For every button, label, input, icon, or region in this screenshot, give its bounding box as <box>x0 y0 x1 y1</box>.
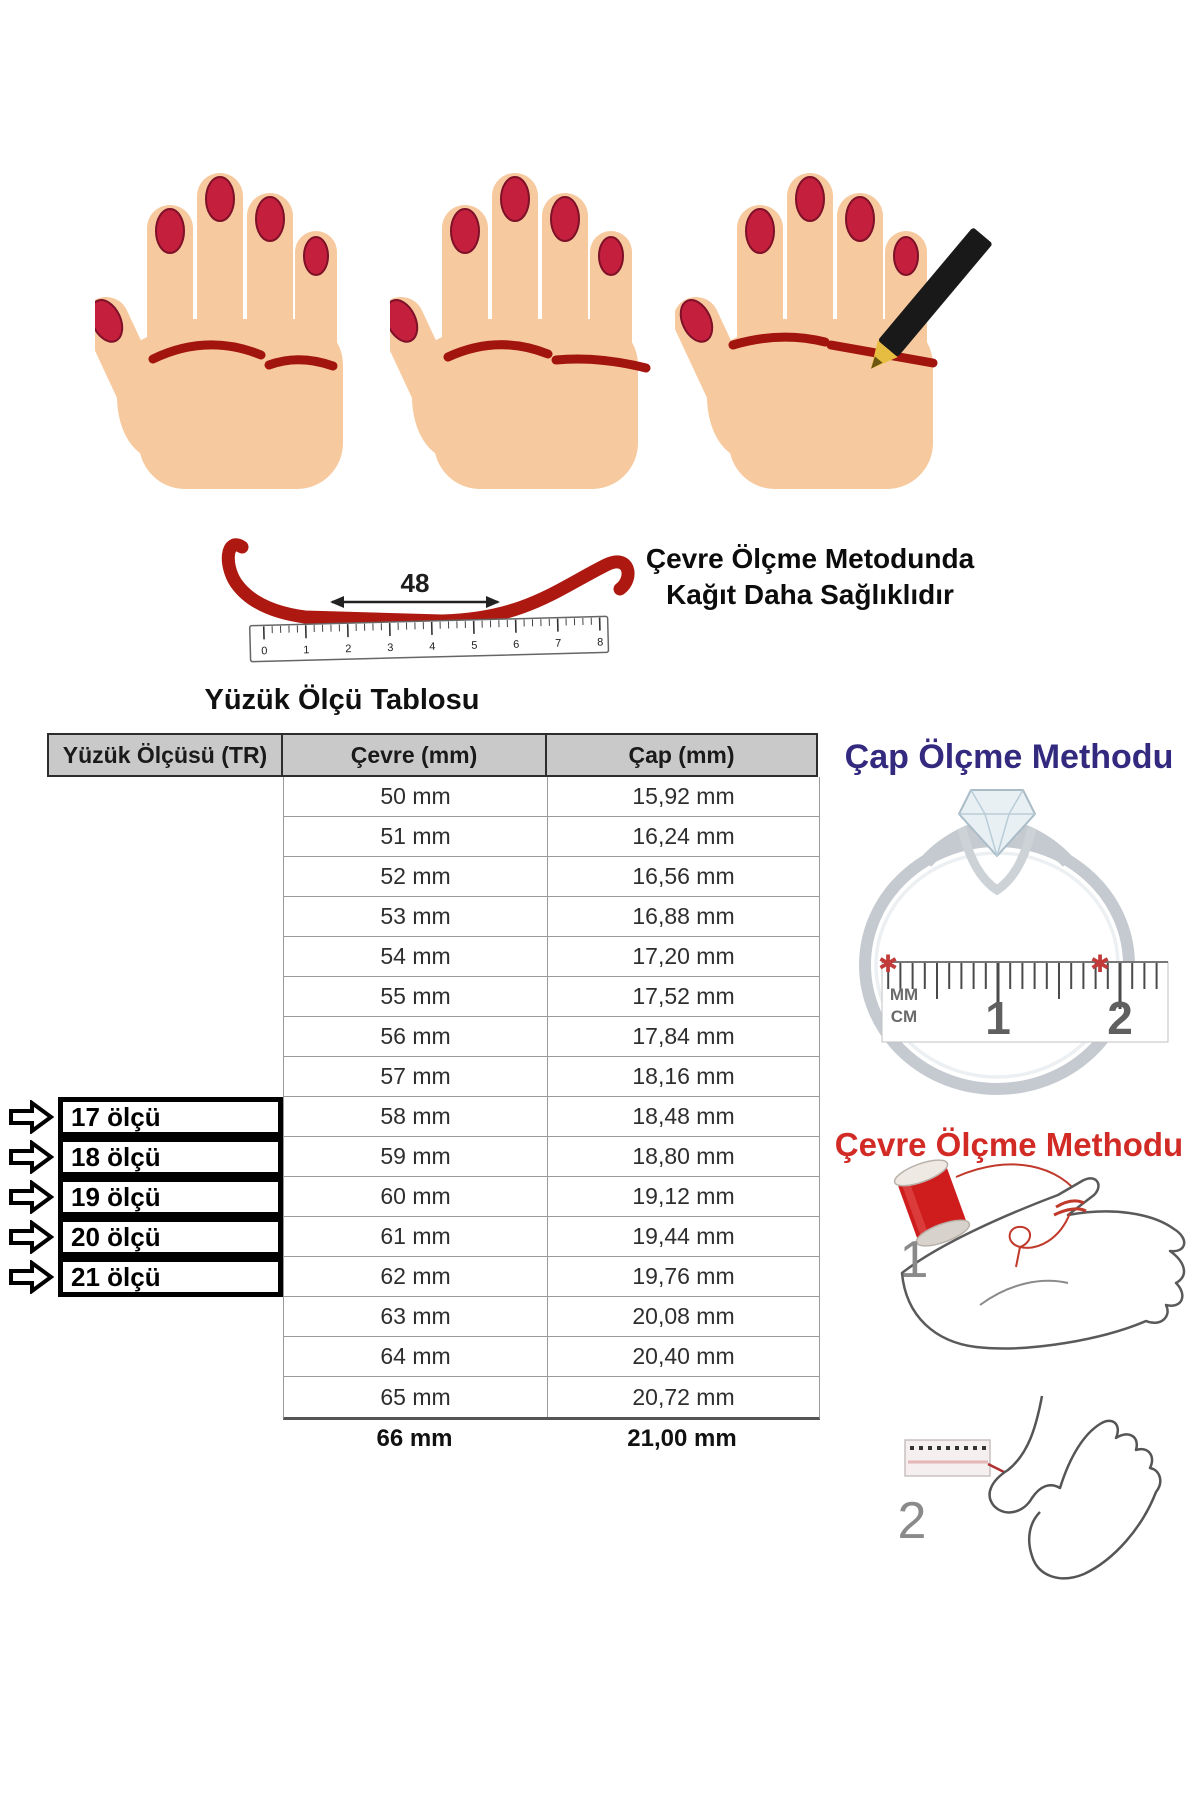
arrow-left-head <box>330 596 344 608</box>
size-marker-18 <box>8 1137 288 1177</box>
thread-measure-step2-illustration <box>860 1390 1200 1600</box>
cell-cevre: 58 mm <box>284 1097 548 1136</box>
ruler-unit-mm: MM <box>889 985 919 1004</box>
size-marker-21 <box>8 1257 288 1297</box>
ruler-number-1: 1 <box>985 992 1011 1044</box>
size-marker-label: 19 ölçü <box>58 1177 283 1217</box>
cell-cap: 20,40 mm <box>632 1343 735 1369</box>
cell-cap: 18,16 mm <box>632 1063 735 1089</box>
cell-cevre: 55 mm <box>284 977 548 1016</box>
table-body <box>283 777 820 1420</box>
svg-text:3: 3 <box>387 641 394 655</box>
cell-cap: 19,76 mm <box>632 1263 735 1289</box>
table-row <box>284 817 819 857</box>
table-row <box>284 777 819 817</box>
arrow-right-head <box>486 596 500 608</box>
cell-cap: 16,88 mm <box>632 903 735 929</box>
col-header-cevre: Çevre (mm) <box>281 733 547 777</box>
table-row <box>284 1257 819 1297</box>
right-asterisk-marker: ✱ <box>1089 951 1111 978</box>
size-marker-label: 20 ölçü <box>58 1217 283 1257</box>
cell-cevre: 65 mm <box>284 1377 548 1417</box>
hand-step3-illustration <box>675 120 1005 490</box>
cevre-method-title: Çevre Ölçme Methodu <box>834 1126 1184 1163</box>
ring-on-ruler-illustration <box>830 770 1190 1110</box>
col-header-yuzuk-olcusu: Yüzük Ölçüsü (TR) <box>47 733 283 777</box>
diameter-ruler <box>878 951 1168 1044</box>
cell-cap: 20,72 mm <box>632 1383 735 1410</box>
cell-cevre: 64 mm <box>284 1337 548 1376</box>
col-header-cap: Çap (mm) <box>545 733 818 777</box>
block-arrow-icon <box>8 1260 54 1294</box>
cell-cap: 20,08 mm <box>632 1303 735 1329</box>
cell-cevre: 57 mm <box>284 1057 548 1096</box>
cell-cevre: 61 mm <box>284 1217 548 1256</box>
table-footer-row <box>283 1418 818 1460</box>
svg-text:5: 5 <box>471 639 478 652</box>
thread-measure-step1-illustration <box>860 1155 1200 1370</box>
table-row <box>284 977 819 1017</box>
paper-strip-ruler-illustration <box>180 465 660 665</box>
table-row <box>284 1297 819 1337</box>
size-marker-20 <box>8 1217 288 1257</box>
cap-method-title: Çap Ölçme Methodu <box>844 738 1174 776</box>
size-marker-17 <box>8 1097 288 1137</box>
cell-cap: 15,92 mm <box>632 783 735 809</box>
hand-step1-illustration <box>95 135 365 490</box>
ruler-unit-cm: CM <box>890 1007 918 1026</box>
cell-cap: 16,56 mm <box>632 863 735 889</box>
svg-text:4: 4 <box>429 640 436 654</box>
step-2-label: 2 <box>897 1492 927 1550</box>
cell-cap: 19,44 mm <box>632 1223 735 1249</box>
paper-note-line1: Çevre Ölçme Metodunda <box>645 543 975 574</box>
block-arrow-icon <box>8 1220 54 1254</box>
table-row <box>284 1097 819 1137</box>
cell-cevre: 59 mm <box>284 1137 548 1176</box>
table-row <box>284 1017 819 1057</box>
block-arrow-icon <box>8 1100 54 1134</box>
left-asterisk-marker: ✱ <box>877 951 899 978</box>
step-1-label: 1 <box>899 1231 929 1289</box>
cell-cevre: 53 mm <box>284 897 548 936</box>
size-marker-label: 21 ölçü <box>58 1257 283 1297</box>
paper-method-note <box>600 541 1020 613</box>
block-arrow-icon <box>8 1180 54 1214</box>
cell-cap: 17,52 mm <box>632 983 735 1009</box>
svg-text:6: 6 <box>513 638 520 651</box>
table-row <box>284 1137 819 1177</box>
cell-cevre: 66 mm <box>376 1425 453 1452</box>
svg-text:7: 7 <box>555 637 562 650</box>
svg-text:8: 8 <box>597 636 604 649</box>
table-header <box>47 733 818 777</box>
size-marker-19 <box>8 1177 288 1217</box>
cell-cap: 17,20 mm <box>632 943 735 969</box>
size-marker-label: 18 ölçü <box>58 1137 283 1177</box>
cell-cevre: 51 mm <box>284 817 548 856</box>
cell-cevre: 63 mm <box>284 1297 548 1336</box>
svg-text:1: 1 <box>303 644 310 657</box>
block-arrow-icon <box>8 1140 54 1174</box>
size-marker-label: 17 ölçü <box>58 1097 283 1137</box>
table-row <box>284 1217 819 1257</box>
cell-cevre: 52 mm <box>284 857 548 896</box>
sketched-pinch-hand <box>990 1396 1161 1578</box>
paper-note-line2: Kağıt Daha Sağlıklıdır <box>666 579 954 610</box>
cell-cevre: 60 mm <box>284 1177 548 1216</box>
ruler-number-2: 2 <box>1107 992 1133 1044</box>
cell-cevre: 62 mm <box>284 1257 548 1296</box>
cell-cevre: 54 mm <box>284 937 548 976</box>
table-row <box>284 857 819 897</box>
table-row <box>284 897 819 937</box>
strip-width-label: 48 <box>400 568 430 598</box>
svg-text:0: 0 <box>261 645 268 658</box>
cell-cap: 21,00 mm <box>627 1425 737 1452</box>
table-row <box>284 1177 819 1217</box>
table-title: Yüzük Ölçü Tablosu <box>204 684 480 716</box>
cell-cap: 18,80 mm <box>632 1143 735 1169</box>
cell-cap: 17,84 mm <box>632 1023 735 1049</box>
cell-cap: 16,24 mm <box>632 823 735 849</box>
table-row <box>284 1057 819 1097</box>
small-ruler-icon <box>905 1440 990 1476</box>
cell-cap: 19,12 mm <box>632 1183 735 1209</box>
table-row <box>284 1377 819 1417</box>
cell-cevre: 50 mm <box>284 777 548 816</box>
table-row <box>284 937 819 977</box>
hand-step2-illustration <box>390 135 660 490</box>
svg-text:2: 2 <box>345 643 352 656</box>
table-row <box>284 1337 819 1377</box>
cell-cap: 18,48 mm <box>632 1103 735 1129</box>
cell-cevre: 56 mm <box>284 1017 548 1056</box>
